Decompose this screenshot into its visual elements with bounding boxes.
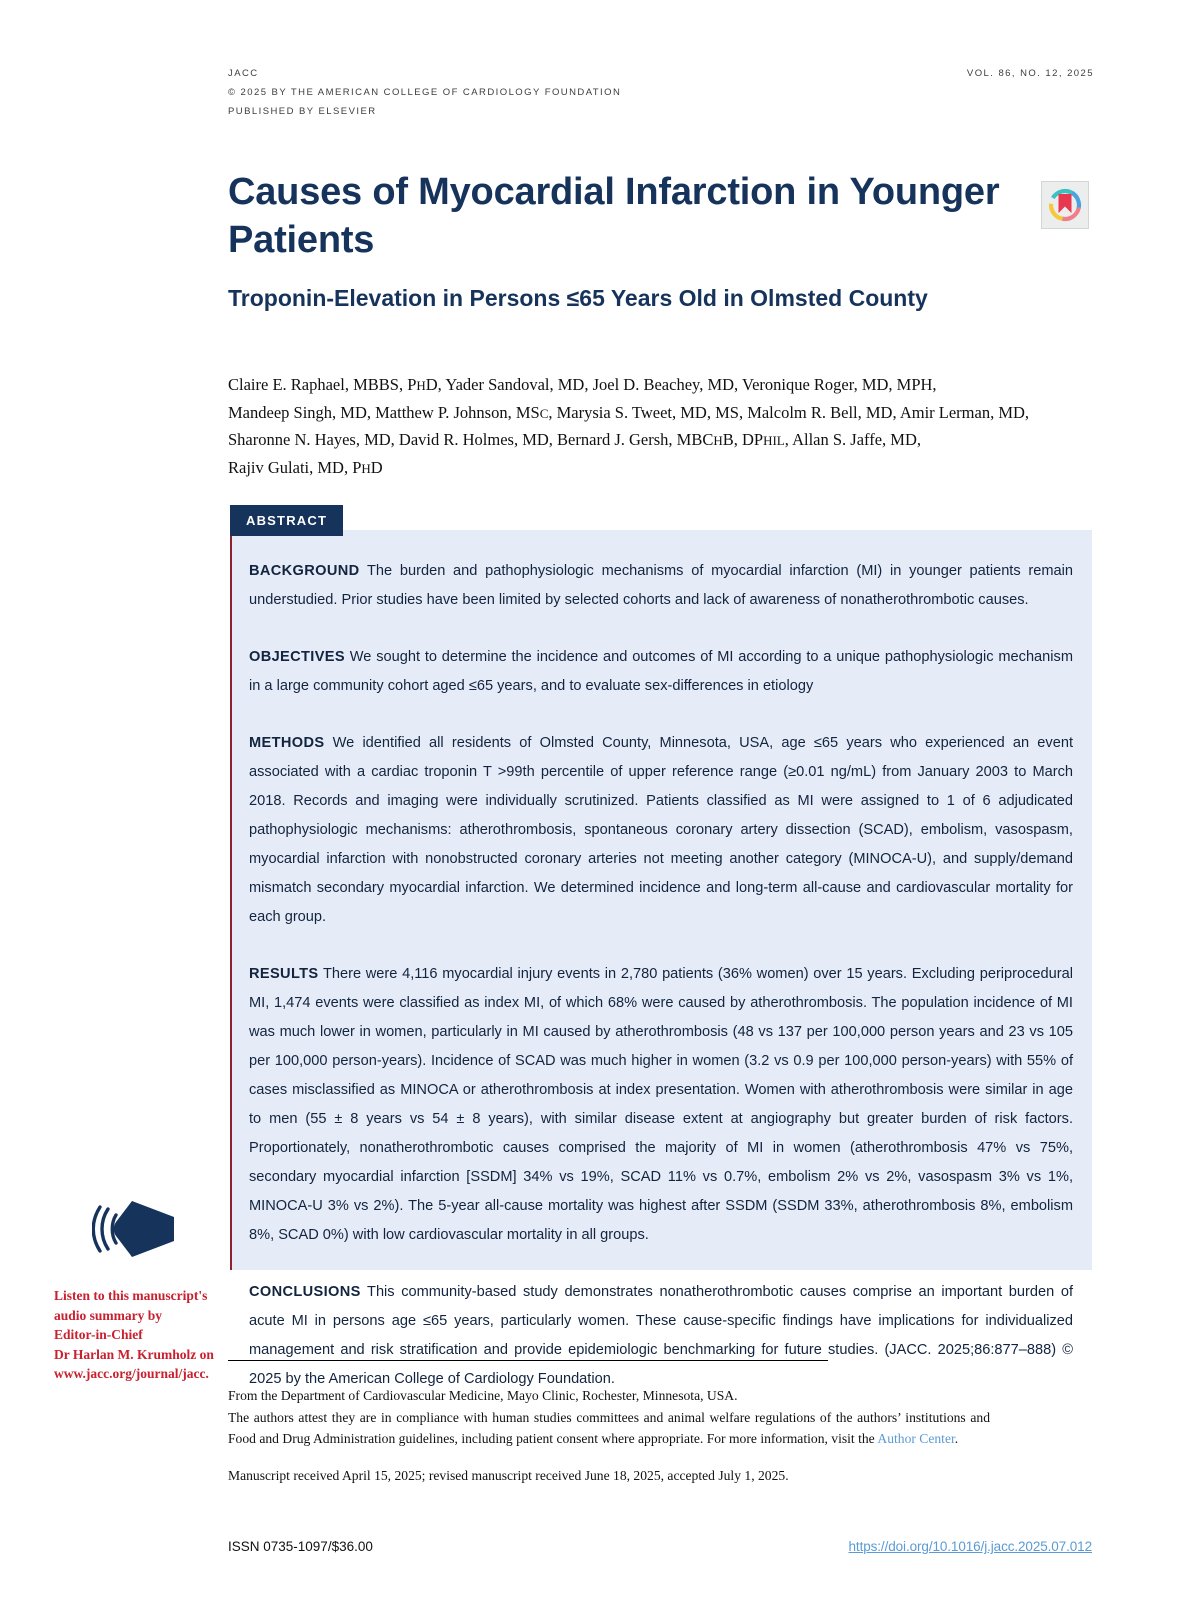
abstract-text-results: There were 4,116 myocardial injury events in 2,780 patients (36% women) over 15 years. Excluding periprocedural MI, 1,474 events were classified as index MI, of which 68% were caused by atherothrombosis. The population incidence of MI was much lower in women, particularly in MI caused by atherothrombosis (48 vs 137 per 100,000 person years and 23 vs 105 per 100,000 person-years). Incidence of SCAD was much higher in women (3.2 vs 0.9 per 100,000 person-years) with 55% of cases misclassified as MINOCA or atherothrombosis at index presentation. Women with atherothrombosis were similar in age to men (55 ± 8 years vs 54 ± 8 years), with similar disease extent at angiography but greater burden of risk factors. Proportionately, nonatherothrombotic causes comprised the majority of MI in women (atherothrombosis 47% vs 75%, secondary myocardial infarction [SSDM] 34% vs 19%, SCAD 11% vs 0.7%, embolism 2% vs 2%, vasospasm 3% vs 1%, MINOCA-U 3% vs 2%). The 5-year all-cause mortality was highest after SSDM (SSDM 33%, atherothrombosis 8%, embolism 8%, SCAD 0%) with low cardiovascular mortality in all groups. bbox=[249, 966, 1074, 1243]
audio-note-line-3: Editor-in-Chief bbox=[54, 1327, 143, 1342]
attestation-text-pre: The authors attest they are in compliance with human studies committees and animal welfare regulations of the authors’ institutions and Food and Drug Administration guidelines, including patient consent where appropriate. For more information, visit the bbox=[228, 1409, 990, 1446]
audio-summary-note[interactable] bbox=[54, 1195, 229, 1384]
article-subtitle: Troponin-Elevation in Persons ≤65 Years Old in Olmsted County bbox=[228, 285, 928, 311]
audio-note-line-1: Listen to this manuscript's bbox=[54, 1288, 208, 1303]
author-line-3: Sharonne N. Hayes, MD, David R. Holmes, MD, Bernard J. Gersh, MBCHB, DPHIL, Allan S. Jaffe, MD, bbox=[228, 430, 922, 449]
abstract-section-results bbox=[249, 960, 1073, 1250]
speaker-icon bbox=[92, 1195, 182, 1263]
altmetric-donut-icon bbox=[1046, 186, 1084, 224]
abstract-text-objectives: We sought to determine the incidence and outcomes of MI according to a unique pathophysiologic mechanism in a large community cohort aged ≤65 years, and to evaluate sex-differences in etiology bbox=[249, 649, 1073, 694]
running-head bbox=[228, 64, 1094, 121]
doi-link[interactable]: https://doi.org/10.1016/j.jacc.2025.07.012 bbox=[848, 1539, 1092, 1554]
abstract-label-conclusions: CONCLUSIONS bbox=[249, 1284, 361, 1300]
audio-note-line-4: Dr Harlan M. Krumholz on bbox=[54, 1346, 214, 1362]
issn-text: ISSN 0735-1097/$36.00 bbox=[228, 1539, 373, 1554]
attestation-text-post: . bbox=[954, 1431, 959, 1446]
abstract-tab-label: ABSTRACT bbox=[230, 505, 343, 536]
abstract-section-conclusions bbox=[249, 1278, 1073, 1394]
author-line-4: Rajiv Gulati, MD, PHD bbox=[228, 457, 383, 477]
author-center-link[interactable]: Author Center bbox=[877, 1431, 955, 1446]
audio-note-url[interactable]: www.jacc.org/journal/jacc. bbox=[54, 1366, 209, 1381]
page-title: Causes of Myocardial Infarction in Younger Patients bbox=[228, 171, 1000, 261]
copyright-line: © 2025 BY THE AMERICAN COLLEGE OF CARDIOLOGY FOUNDATION bbox=[228, 87, 622, 98]
manuscript-dates: Manuscript received April 15, 2025; revised manuscript received June 18, 2025, accepted July 1, 2025. bbox=[228, 1467, 789, 1483]
abstract-content bbox=[249, 557, 1073, 1394]
volume-issue: VOL. 86, NO. 12, 2025 bbox=[966, 68, 1094, 79]
affiliation-text: From the Department of Cardiovascular Medicine, Mayo Clinic, Rochester, Minnesota, USA. bbox=[228, 1388, 738, 1403]
abstract-text-background: The burden and pathophysiologic mechanisms of myocardial infarction (MI) in younger patients remain understudied. Prior studies have been limited by selected cohorts and lack of awareness of nonatherothrombotic causes. bbox=[249, 563, 1073, 608]
audio-summary-text bbox=[54, 1286, 229, 1384]
attestation-text bbox=[228, 1407, 990, 1450]
title-block bbox=[228, 168, 1018, 315]
abstract-label-methods: METHODS bbox=[249, 735, 325, 751]
altmetric-badge[interactable] bbox=[1041, 181, 1089, 229]
abstract-label-results: RESULTS bbox=[249, 966, 319, 982]
abstract-label-objectives: OBJECTIVES bbox=[249, 649, 345, 665]
journal-name: JACC bbox=[228, 68, 259, 79]
abstract-text-conclusions: This community-based study demonstrates nonatherothrombotic causes comprise an important burden of acute MI in persons age ≤65 years, particularly women. These cause-specific findings have implications for individualized management and risk stratification and provide epidemiologic benchmarking for future studies. (JACC. 2025;86:877–888) © 2025 by the American College of Cardiology Foundation. bbox=[249, 1284, 1073, 1387]
author-list bbox=[228, 372, 1108, 482]
abstract-section-methods bbox=[249, 729, 1073, 932]
abstract-text-methods: We identified all residents of Olmsted County, Minnesota, USA, age ≤65 years who experienced an event associated with a cardiac troponin T >99th percentile of upper reference range (≥0.01 ng/mL) from January 2003 to March 2018. Records and imaging were individually scrutinized. Patients classified as MI were assigned to 1 of 6 adjudicated pathophysiologic mechanisms: atherothrombosis, spontaneous coronary artery dissection (SCAD), embolism, vasospasm, myocardial infarction with nonobstructed coronary arteries not meeting another category (MINOCA-U), and supply/demand mismatch secondary myocardial infarction. We determined incidence and long-term all-cause and cardiovascular mortality for each group. bbox=[249, 735, 1073, 925]
issn-doi-row bbox=[228, 1539, 1092, 1554]
abstract-section-objectives bbox=[249, 643, 1073, 701]
author-line-1: Claire E. Raphael, MBBS, PHD, Yader Sandoval, MD, Joel D. Beachey, MD, Veronique Roger, MD, MPH, bbox=[228, 375, 937, 394]
abstract-label-background: BACKGROUND bbox=[249, 563, 360, 579]
author-line-2: Mandeep Singh, MD, Matthew P. Johnson, MSC, Marysia S. Tweet, MD, MS, Malcolm R. Bell, MD, Amir Lerman, MD, bbox=[228, 402, 1030, 422]
publisher-line: PUBLISHED BY ELSEVIER bbox=[228, 106, 377, 117]
audio-note-line-2: audio summary by bbox=[54, 1307, 163, 1323]
abstract-section-background bbox=[249, 557, 1073, 615]
footnote-block bbox=[228, 1385, 990, 1486]
